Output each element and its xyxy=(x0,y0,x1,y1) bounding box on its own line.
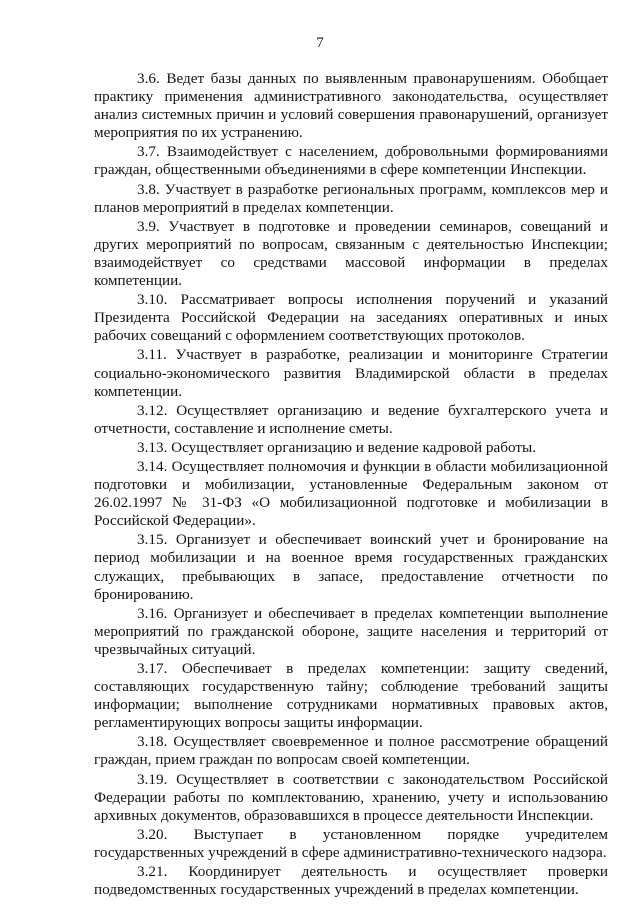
paragraph-3-16: 3.16. Организует и обеспечивает в пределах компетенции выполнение мероприятий по гражданской обороне, защите населения и территорий от чрезвычайных ситуаций. xyxy=(94,604,608,658)
paragraph-3-8: 3.8. Участвует в разработке региональных программ, комплексов мер и планов мероприятий в пределах компетенции. xyxy=(94,180,608,216)
page-number: 7 xyxy=(316,35,324,51)
paragraph-3-17: 3.17. Обеспечивает в пределах компетенции: защиту сведений, составляющих государственную тайну; соблюдение требований защиты информации; выполнение сотрудниками нормативных правовых актов, регламентирующих вопросы защиты информации. xyxy=(94,660,608,732)
paragraph-3-14: 3.14. Осуществляет полномочия и функции в области мобилизационной подготовки и мобилизации, установленные Федеральным законом от 26.02.1997 № 31-ФЗ «О мобилизационной подготовке и мобилизации в Российской Федерации». xyxy=(94,457,608,530)
paragraph-3-10: 3.10. Рассматривает вопросы исполнения поручений и указаний Президента Российской Федерации на заседаниях оперативных и иных рабочих совещаний с оформлением соответствующих протоколов. xyxy=(94,291,608,345)
document-body xyxy=(94,70,608,900)
paragraph-3-20: 3.20. Выступает в установленном порядке учредителем государственных учреждений в сфере административно-технического надзора. xyxy=(94,825,608,861)
paragraph-3-7: 3.7. Взаимодействует с населением, добровольными формированиями граждан, общественными объединениями в сфере компетенции Инспекции. xyxy=(94,143,608,179)
paragraph-3-6: 3.6. Ведет базы данных по выявленным правонарушениям. Обобщает практику применения административного законодательства, осуществляет анализ системных причин и условий совершения правонарушений, организует мероприятия по их устранению. xyxy=(94,70,608,142)
paragraph-3-18: 3.18. Осуществляет своевременное и полное рассмотрение обращений граждан, прием граждан по вопросам своей компетенции. xyxy=(94,733,608,769)
paragraph-3-11: 3.11. Участвует в разработке, реализации и мониторинге Стратегии социально-экономического развития Владимирской области в пределах компетенции. xyxy=(94,346,608,400)
paragraph-3-9: 3.9. Участвует в подготовке и проведении семинаров, совещаний и других мероприятий по вопросам, связанным с деятельностью Инспекции; взаимодействует со средствами массовой информации в пределах компетенции. xyxy=(94,217,608,290)
paragraph-3-21: 3.21. Координирует деятельность и осуществляет проверки подведомственных государственных учреждений в пределах компетенции. xyxy=(94,863,608,899)
paragraph-3-19: 3.19. Осуществляет в соответствии с законодательством Российской Федерации работы по комплектованию, хранению, учету и использованию архивных документов, образовавшихся в процессе деятельности Инспекции. xyxy=(94,770,608,824)
paragraph-3-15: 3.15. Организует и обеспечивает воинский учет и бронирование на период мобилизации и на военное время государственных гражданских служащих, пребывающих в запасе, предоставление отчетности по бронированию. xyxy=(94,531,608,603)
paragraph-3-13: 3.13. Осуществляет организацию и ведение кадровой работы. xyxy=(137,438,537,456)
paragraph-3-12: 3.12. Осуществляет организацию и ведение бухгалтерского учета и отчетности, составление и исполнение сметы. xyxy=(94,401,608,437)
